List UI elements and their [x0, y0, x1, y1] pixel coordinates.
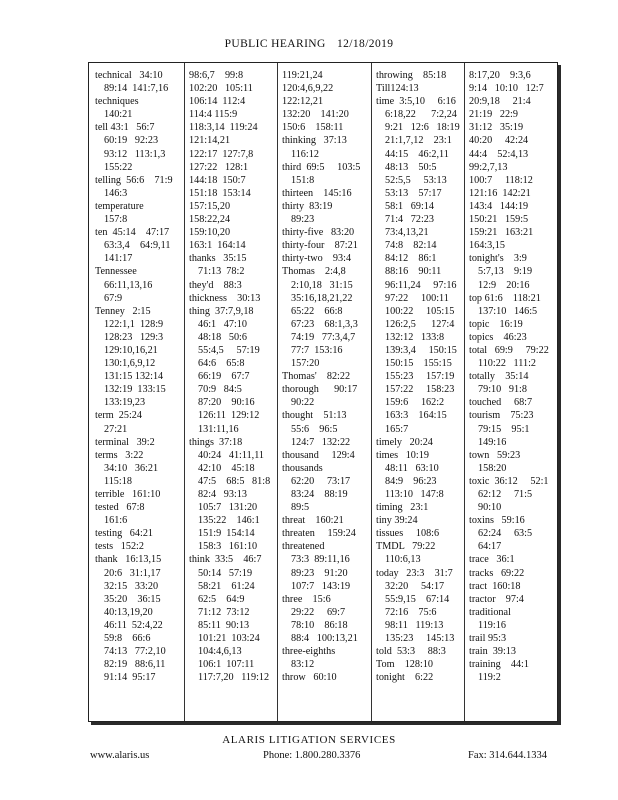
index-entry-line: 89:5 [291, 502, 310, 514]
index-frame [88, 62, 558, 722]
index-entry-line: thirty 83:19 [282, 200, 333, 212]
index-entry-line: 106:1 107:11 [198, 659, 255, 671]
index-entry-line: thirty-two 93:4 [282, 253, 352, 265]
index-column-2 [189, 69, 279, 715]
index-entry-line: 32:15 33:20 [104, 580, 159, 592]
index-entry-line: 101:21 103:24 [198, 633, 260, 645]
index-entry-line: 121:14,21 [189, 135, 231, 147]
index-entry-line: 64:17 [478, 541, 502, 553]
index-entry-line: 100:7 118:12 [469, 174, 533, 186]
index-entry-line: 79:10 91:8 [478, 384, 527, 396]
index-entry-line: techniques [95, 96, 139, 108]
index-entry-line: 126:2,5 127:4 [385, 318, 455, 330]
index-entry-line: three-eighths [282, 646, 336, 658]
index-entry-line: 29:22 69:7 [291, 606, 346, 618]
index-entry-line: 44:4 52:4,13 [469, 148, 529, 160]
index-entry-line: temperature [95, 200, 144, 212]
index-entry-line: thinking 37:13 [282, 135, 347, 147]
index-entry-line: 62:5 64:9 [198, 593, 245, 605]
index-entry-line: Till124:13 [376, 83, 419, 95]
index-entry-line: tonight's 3:9 [469, 253, 527, 265]
index-entry-line: tract 160:18 [469, 580, 521, 592]
column-divider [371, 63, 372, 721]
index-entry-line: 150:21 159:5 [469, 214, 529, 226]
index-entry-line: 89:14 141:7,16 [104, 83, 169, 95]
index-entry-line: 48:11 63:10 [385, 462, 439, 474]
index-entry-line: 157:20 [291, 358, 320, 370]
index-entry-line: 84:9 96:23 [385, 475, 437, 487]
index-entry-line: 128:23 129:3 [104, 331, 164, 343]
index-entry-line: 150:15 155:15 [385, 358, 452, 370]
index-entry-line: 113:10 147:8 [385, 489, 444, 500]
footer-company: ALARIS LITIGATION SERVICES [222, 734, 396, 746]
index-entry-line: toxins 59:16 [469, 515, 525, 527]
index-entry-line: 62:12 71:5 [478, 489, 533, 500]
index-entry-line: top 61:6 118:21 [469, 292, 541, 304]
index-entry-line: 119:2 [478, 672, 501, 684]
index-entry-line: toxic 36:12 52:1 [469, 475, 549, 487]
index-column-4 [376, 69, 466, 715]
page-header [0, 38, 618, 50]
index-entry-line: today 23:3 31:7 [376, 567, 453, 579]
index-entry-line: 89:23 [291, 214, 315, 226]
index-entry-line: 159:10,20 [189, 227, 231, 239]
index-entry-line: 55:9,15 67:14 [385, 593, 450, 605]
index-entry-line: 110:6,13 [385, 554, 421, 566]
index-entry-line: threat 160:21 [282, 515, 344, 527]
index-entry-line: 42:10 45:18 [198, 462, 255, 474]
index-entry-line: 58:1 69:14 [385, 200, 434, 212]
index-entry-line: thanks 35:15 [189, 253, 247, 265]
index-entry-line: 55:6 96:5 [291, 423, 338, 435]
index-entry-line: 119:21,24 [282, 70, 323, 81]
index-entry-line: 161:6 [104, 515, 128, 527]
index-entry-line: 60:19 92:23 [104, 135, 159, 147]
index-entry-line: Tom 128:10 [376, 659, 434, 671]
index-entry-line: 122:17 127:7,8 [189, 148, 254, 160]
index-entry-line: 9:21 12:6 18:19 [385, 122, 460, 134]
index-entry-line: 158:3 161:10 [198, 541, 258, 553]
index-entry-line: 122:1,1 128:9 [104, 318, 164, 330]
index-entry-line: 73:3 89:11,16 [291, 554, 350, 566]
index-entry-line: 124:7 132:22 [291, 436, 351, 448]
index-entry-line: 114:4 115:9 [189, 109, 238, 121]
index-entry-line: 158:22,24 [189, 214, 231, 226]
index-entry-line: 99:2,7,13 [469, 161, 508, 173]
index-entry-line: 71:4 72:23 [385, 214, 434, 226]
index-entry-line: 139:3,4 150:15 [385, 344, 457, 356]
index-entry-line: 48:18 50:6 [198, 331, 247, 343]
index-entry-line: 120:4,6,9,22 [282, 83, 334, 95]
index-entry-line: 132:20 141:20 [282, 109, 349, 121]
index-entry-line: thirteen 145:16 [282, 187, 352, 199]
index-entry-line: 62:24 63:5 [478, 528, 533, 540]
index-entry-line: 74:19 77:3,4,7 [291, 331, 356, 343]
index-entry-line: 133:19,23 [104, 397, 146, 409]
index-entry-line: 66:11,13,16 [104, 279, 153, 291]
index-entry-line: 90:22 [291, 397, 315, 409]
index-entry-line: 21:19 22:9 [469, 109, 518, 121]
index-entry-line: thing 37:7,9,18 [189, 305, 254, 317]
index-entry-line: 52:5,5 53:13 [385, 174, 447, 186]
index-entry-line: 79:15 95:1 [478, 423, 530, 435]
index-entry-line: 98:6,7 99:8 [189, 70, 244, 81]
index-entry-line: 34:10 36:21 [104, 462, 159, 474]
index-entry-line: 106:14 112:4 [189, 96, 246, 108]
index-entry-line: 121:16 142:21 [469, 187, 531, 199]
index-entry-line: 84:12 86:1 [385, 253, 437, 265]
index-entry-line: 135:23 145:13 [385, 633, 455, 645]
index-entry-line: 35:16,18,21,22 [291, 292, 353, 304]
index-entry-line: 55:4,5 57:19 [198, 344, 260, 356]
index-entry-line: 53:13 57:17 [385, 187, 442, 199]
index-entry-line: 159:6 162:2 [385, 397, 445, 409]
index-entry-line: tractor 97:4 [469, 593, 524, 605]
index-entry-line: 64:6 65:8 [198, 358, 245, 370]
index-entry-line: 83:12 [291, 659, 315, 671]
index-entry-line: 71:13 78:2 [198, 266, 245, 278]
index-entry-line: 20:9,18 21:4 [469, 96, 531, 108]
index-entry-line: 62:20 73:17 [291, 475, 351, 487]
index-entry-line: 158:20 [478, 462, 507, 474]
index-entry-line: 132:12 133:8 [385, 331, 445, 343]
index-entry-line: told 53:3 88:3 [376, 646, 446, 658]
index-entry-line: thickness 30:13 [189, 292, 261, 304]
index-entry-line: tonight 6:22 [376, 672, 434, 684]
index-column-1 [95, 69, 185, 715]
index-entry-line: technical 34:10 [95, 70, 163, 81]
index-entry-line: third 69:5 103:5 [282, 161, 361, 173]
index-entry-line: 129:10,16,21 [104, 344, 158, 356]
index-entry-line: 6:18,22 7:2,24 [385, 109, 457, 121]
index-entry-line: 118:3,14 119:24 [189, 122, 258, 134]
index-entry-line: 127:22 128:1 [189, 161, 249, 173]
index-entry-line: 21:1,7,12 23:1 [385, 135, 452, 147]
index-entry-line: 105:7 131:20 [198, 502, 258, 514]
index-entry-line: telling 56:6 71:9 [95, 174, 173, 186]
index-entry-line: timely 20:24 [376, 436, 433, 448]
index-entry-line: thorough 90:17 [282, 384, 358, 396]
index-entry-line: 71:12 73:12 [198, 606, 250, 618]
index-entry-line: total 69:9 79:22 [469, 344, 549, 356]
index-entry-line: 157:15,20 [189, 200, 231, 212]
footer-website: www.alaris.us [90, 750, 150, 761]
index-entry-line: 82:19 88:6,11 [104, 659, 166, 671]
index-entry-line: 74:8 82:14 [385, 240, 437, 252]
index-entry-line: Thomas' 82:22 [282, 371, 351, 383]
index-entry-line: 132:19 133:15 [104, 384, 166, 396]
index-entry-line: 48:13 50:5 [385, 161, 437, 173]
index-entry-line: 163:1 164:14 [189, 240, 246, 252]
index-entry-line: things 37:18 [189, 436, 243, 448]
index-entry-line: 135:22 146:1 [198, 515, 260, 527]
index-entry-line: 89:23 91:20 [291, 567, 348, 579]
index-entry-line: 97:22 100:11 [385, 292, 449, 304]
index-entry-line: 8:17,20 9:3,6 [469, 70, 531, 81]
index-entry-line: 165:7 [385, 423, 409, 435]
index-entry-line: 143:4 144:19 [469, 200, 529, 212]
index-entry-line: tiny 39:24 [376, 515, 418, 527]
index-entry-line: 74:13 77:2,10 [104, 646, 166, 658]
index-entry-line: term 25:24 [95, 410, 142, 422]
index-entry-line: 102:20 105:11 [189, 83, 253, 95]
index-entry-line: 2:10,18 31:15 [291, 279, 353, 291]
index-entry-line: 110:22 111:2 [478, 358, 537, 370]
index-entry-line: 116:12 [291, 148, 319, 160]
index-entry-line: thousand 129:4 [282, 449, 355, 461]
index-entry-line: 82:4 93:13 [198, 489, 247, 500]
index-entry-line: 151:9 154:14 [198, 528, 255, 540]
index-entry-line: thank 16:13,15 [95, 554, 162, 566]
index-entry-line: time 3:5,10 6:16 [376, 96, 456, 108]
index-entry-line: 9:14 10:10 12:7 [469, 83, 544, 95]
index-entry-line: 100:22 105:15 [385, 305, 455, 317]
index-entry-line: 104:4,6,13 [198, 646, 242, 658]
index-entry-line: 27:21 [104, 423, 128, 435]
index-entry-line: topic 16:19 [469, 318, 523, 330]
index-entry-line: throwing 85:18 [376, 70, 447, 81]
index-entry-line: 47:5 68:5 81:8 [198, 475, 271, 487]
index-entry-line: terminal 39:2 [95, 436, 155, 448]
index-entry-line: throw 60:10 [282, 672, 337, 684]
index-entry-line: 83:24 88:19 [291, 489, 348, 500]
index-entry-line: 155:23 157:19 [385, 371, 455, 383]
index-entry-line: 32:20 54:17 [385, 580, 445, 592]
index-entry-line: topics 46:23 [469, 331, 527, 343]
index-entry-line: tests 152:2 [95, 541, 144, 553]
index-entry-line: 40:20 42:24 [469, 135, 529, 147]
index-entry-line: Tennessee [95, 266, 137, 278]
index-entry-line: 107:7 143:19 [291, 580, 351, 592]
index-entry-line: 98:11 119:13 [385, 619, 444, 631]
column-divider [464, 63, 465, 721]
index-entry-line: 159:21 163:21 [469, 227, 534, 239]
index-entry-line: times 10:19 [376, 449, 429, 461]
index-entry-line: 20:6 31:1,17 [104, 567, 161, 579]
index-entry-line: 149:16 [478, 436, 507, 448]
index-entry-line: 67:23 68:1,3,3 [291, 318, 358, 330]
index-entry-line: 88:4 100:13,21 [291, 633, 358, 645]
index-entry-line: 12:9 20:16 [478, 279, 530, 291]
index-entry-line: tested 67:8 [95, 502, 145, 514]
index-entry-line: 151:8 [291, 174, 315, 186]
index-entry-line: they'd 88:3 [189, 279, 242, 291]
index-entry-line: 150:6 158:11 [282, 122, 344, 134]
index-column-5 [469, 69, 559, 715]
index-entry-line: trace 36:1 [469, 554, 515, 566]
index-entry-line: three 15:6 [282, 593, 331, 605]
index-entry-line: 91:14 95:17 [104, 672, 156, 684]
index-entry-line: tourism 75:23 [469, 410, 534, 422]
column-divider [184, 63, 185, 721]
index-entry-line: 78:10 86:18 [291, 619, 348, 631]
index-entry-line: 59:8 66:6 [104, 633, 151, 645]
index-entry-line: 65:22 66:8 [291, 305, 343, 317]
index-entry-line: 67:9 [104, 292, 123, 304]
index-entry-line: 131:11,16 [198, 423, 239, 435]
index-entry-line: 70:9 84:5 [198, 384, 242, 396]
index-entry-line: 141:17 [104, 253, 133, 265]
index-entry-line: 131:15 132:14 [104, 371, 164, 383]
index-entry-line: tissues 108:6 [376, 528, 440, 540]
index-entry-line: 96:11,24 97:16 [385, 279, 457, 291]
index-entry-line: train 39:13 [469, 646, 516, 658]
index-entry-line: 122:12,21 [282, 96, 324, 108]
index-entry-line: tell 43:1 56:7 [95, 122, 155, 134]
column-divider [277, 63, 278, 721]
index-entry-line: terms 3:22 [95, 449, 144, 461]
index-entry-line: 140:21 [104, 109, 133, 121]
index-entry-line: touched 68:7 [469, 397, 533, 409]
index-entry-line: 63:3,4 64:9,11 [104, 240, 171, 252]
index-entry-line: 90:10 [478, 502, 502, 514]
index-entry-line: 146:3 [104, 187, 128, 199]
index-entry-line: TMDL 79:22 [376, 541, 436, 553]
index-entry-line: 164:3,15 [469, 240, 505, 252]
index-entry-line: 137:10 146:5 [478, 305, 538, 317]
index-entry-line: 5:7,13 9:19 [478, 266, 533, 278]
index-entry-line: 35:20 36:15 [104, 593, 161, 605]
index-entry-line: 115:18 [104, 475, 132, 487]
index-entry-line: testing 64:21 [95, 528, 154, 540]
index-entry-line: trail 95:3 [469, 633, 507, 645]
index-entry-line: Tenney 2:15 [95, 305, 151, 317]
index-entry-line: thought 51:13 [282, 410, 347, 422]
index-entry-line: 144:18 150:7 [189, 174, 246, 186]
index-entry-line: 40:24 41:11,11 [198, 449, 265, 461]
header-title: PUBLIC HEARING [224, 38, 326, 50]
index-entry-line: 163:3 164:15 [385, 410, 447, 422]
index-entry-line: 46:1 47:10 [198, 318, 247, 330]
index-entry-line: 31:12 35:19 [469, 122, 524, 134]
index-entry-line: 119:16 [478, 619, 506, 631]
index-entry-line: training 44:1 [469, 659, 529, 671]
index-entry-line: Thomas 2:4,8 [282, 266, 346, 278]
index-column-3 [282, 69, 372, 715]
index-entry-line: 66:19 67:7 [198, 371, 250, 383]
index-entry-line: 130:1,6,9,12 [104, 358, 156, 370]
index-entry-line: 58:21 61:24 [198, 580, 255, 592]
index-entry-line: terrible 161:10 [95, 489, 161, 500]
index-entry-line: 157:8 [104, 214, 128, 226]
index-entry-line: 155:22 [104, 161, 133, 173]
index-entry-line: 88:16 90:11 [385, 266, 442, 278]
index-entry-line: 85:11 90:13 [198, 619, 250, 631]
index-entry-line: thousands [282, 462, 323, 474]
index-entry-line: threatened [282, 541, 325, 553]
index-entry-line: 50:14 57:19 [198, 567, 253, 579]
index-entry-line: town 59:23 [469, 449, 521, 461]
index-entry-line: thirty-five 83:20 [282, 227, 355, 239]
index-entry-line: threaten 159:24 [282, 528, 356, 540]
index-entry-line: traditional [469, 606, 511, 618]
index-entry-line: 157:22 158:23 [385, 384, 455, 396]
index-entry-line: 93:12 113:1,3 [104, 148, 166, 160]
index-entry-line: think 33:5 46:7 [189, 554, 262, 566]
index-entry-line: thirty-four 87:21 [282, 240, 358, 252]
footer-phone: Phone: 1.800.280.3376 [263, 750, 361, 761]
index-entry-line: 44:15 46:2,11 [385, 148, 449, 160]
index-entry-line: 126:11 129:12 [198, 410, 260, 422]
footer-fax: Fax: 314.644.1334 [468, 750, 548, 761]
index-entry-line: 73:4,13,21 [385, 227, 429, 239]
index-entry-line: tracks 69:22 [469, 567, 525, 579]
index-entry-line: ten 45:14 47:17 [95, 227, 170, 239]
index-entry-line: 117:7,20 119:12 [198, 672, 270, 684]
index-entry-line: 77:7 153:16 [291, 344, 343, 356]
index-entry-line: 87:20 90:16 [198, 397, 255, 409]
index-entry-line: 151:18 153:14 [189, 187, 251, 199]
index-entry-line: 46:11 52:4,22 [104, 619, 163, 631]
header-date: 12/18/2019 [337, 38, 394, 50]
index-entry-line: totally 35:14 [469, 371, 529, 383]
index-entry-line: 72:16 75:6 [385, 606, 437, 618]
index-entry-line: timing 23:1 [376, 502, 429, 514]
index-entry-line: 40:13,19,20 [104, 606, 153, 618]
